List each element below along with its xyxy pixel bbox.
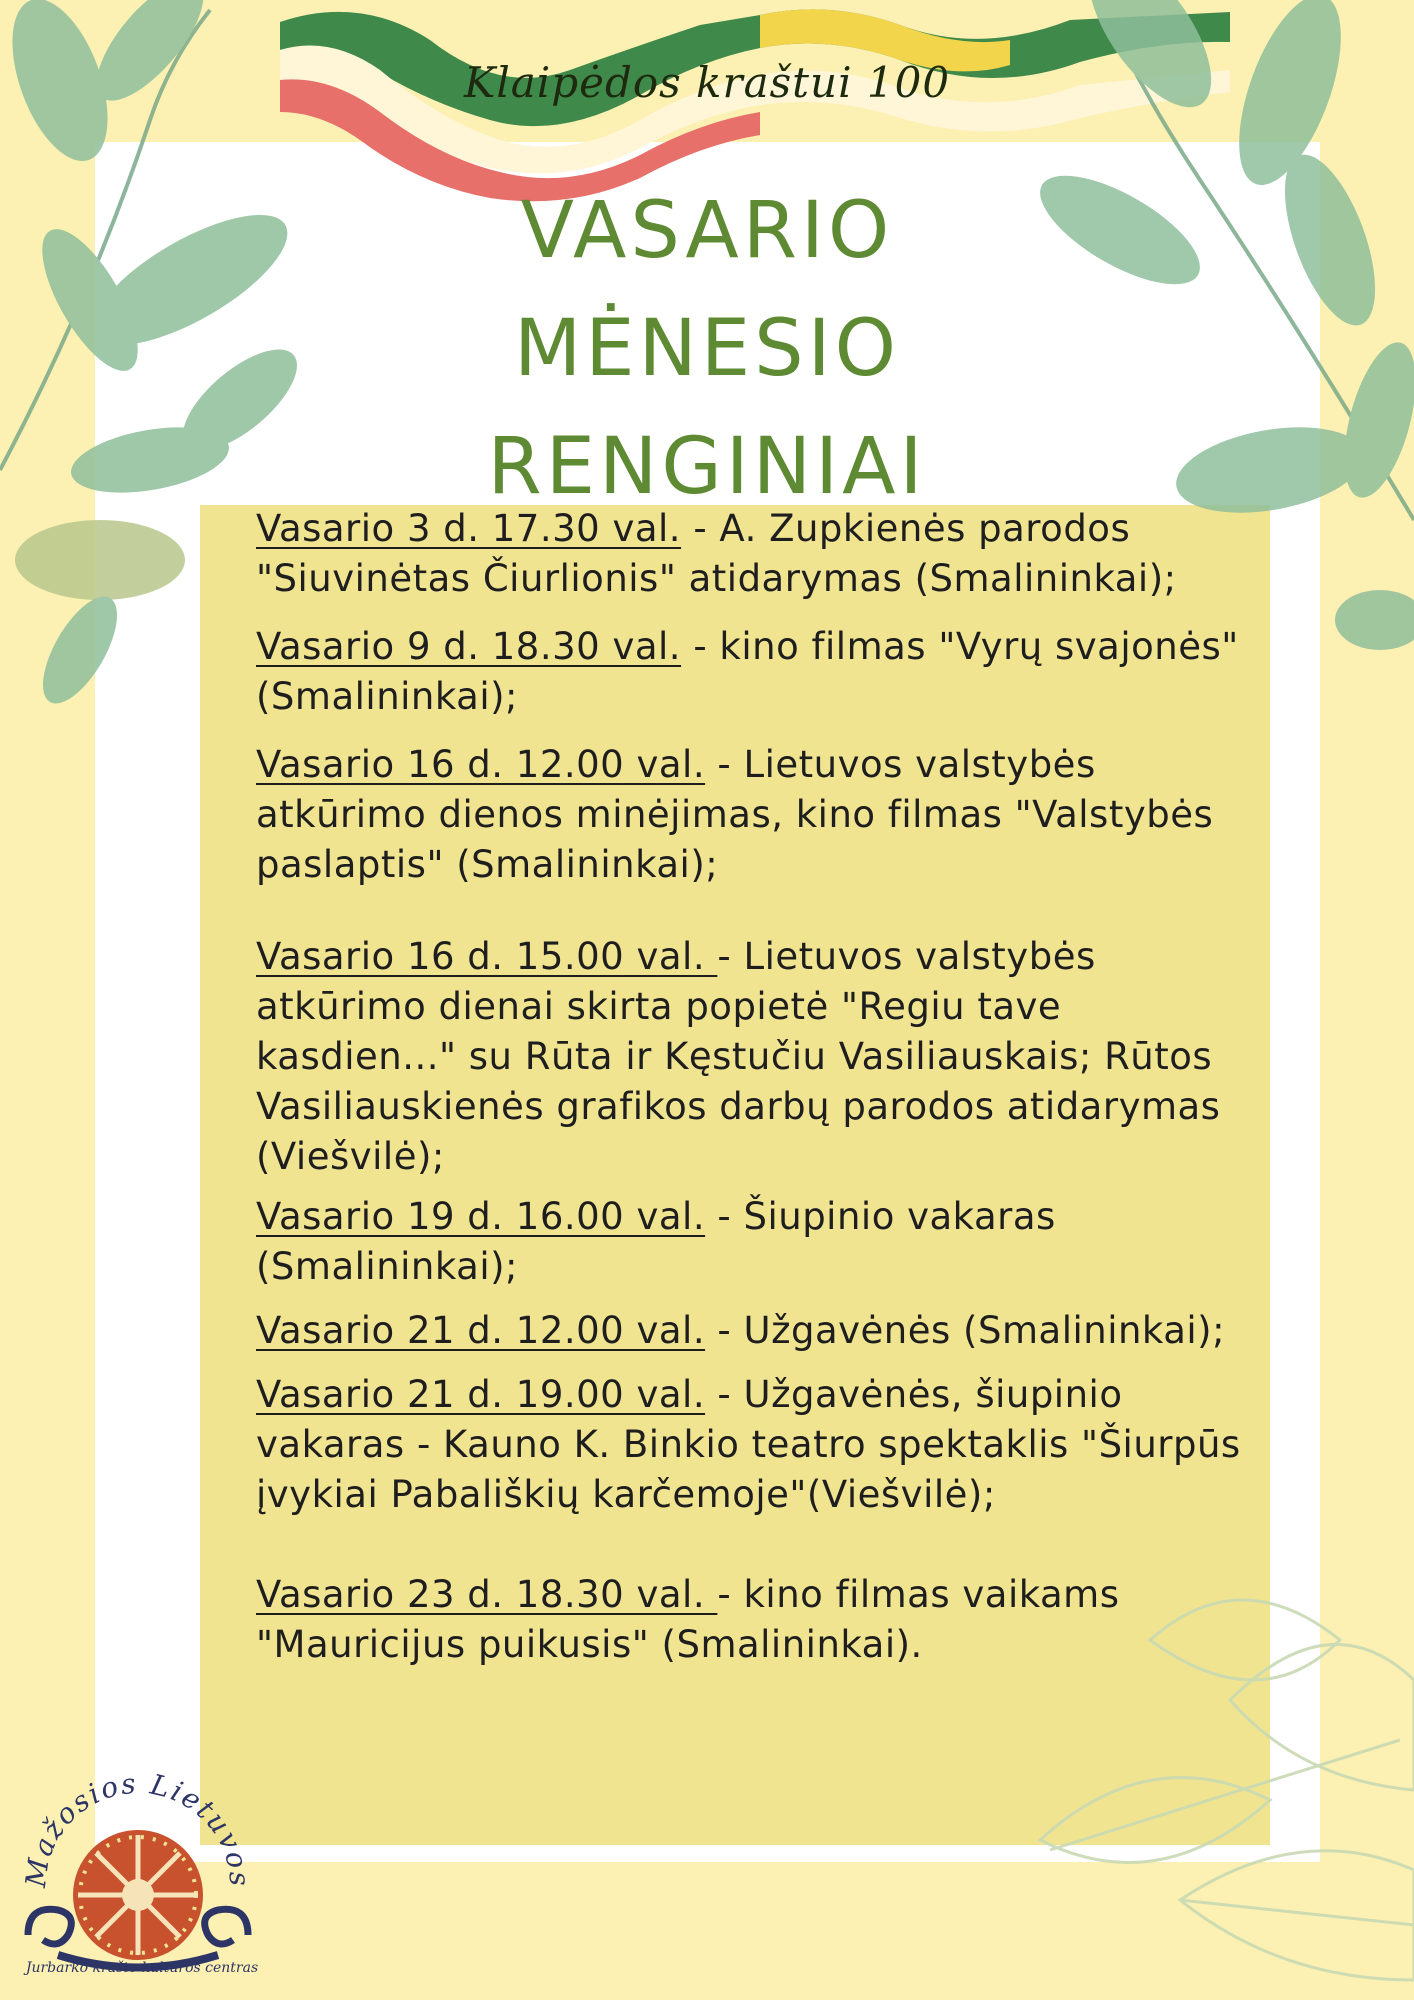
- logo-arc-text: Mažosios Lietuvos: [19, 1766, 257, 1890]
- event-text: - Šiupinio vakaras (Smalininkai);: [256, 1195, 1056, 1288]
- wheel-logo-icon: [28, 1830, 248, 1968]
- title-line: RENGINIAI: [487, 422, 927, 512]
- event-date: Vasario 21 d. 19.00 val.: [256, 1373, 706, 1416]
- event-date: Vasario 21 d. 12.00 val.: [256, 1309, 706, 1352]
- event-date: Vasario 16 d. 12.00 val.: [256, 743, 706, 786]
- event-item: [256, 1570, 1256, 1670]
- event-item: [256, 504, 1256, 604]
- title-line: MĖNESIO: [513, 304, 901, 394]
- event-text: - Lietuvos valstybės atkūrimo dienai skirta popietė "Regiu tave kasdien..." su Rūta ir Kęstučiu Vasiliauskais; Rūtos Vasiliauskienės grafikos darbų parodos atidarymas (Viešvilė);: [256, 935, 1221, 1178]
- logo: [18, 1755, 258, 1985]
- event-text: - kino filmas vaikams "Mauricijus puikusis" (Smalininkai).: [256, 1573, 1120, 1666]
- logo-caption: Jurbarko krašto kultūros centras: [25, 1960, 259, 1976]
- event-item: [256, 932, 1256, 1182]
- event-text: - Lietuvos valstybės atkūrimo dienos minėjimas, kino filmas "Valstybės paslaptis" (Smalininkai);: [256, 743, 1214, 886]
- event-item: [256, 1370, 1256, 1520]
- event-text: - A. Zupkienės parodos "Siuvinėtas Čiurlionis" atidarymas (Smalininkai);: [256, 507, 1177, 600]
- event-date: Vasario 3 d. 17.30 val.: [256, 507, 682, 550]
- title-line: VASARIO: [520, 186, 894, 276]
- page-title: [0, 172, 1414, 526]
- event-item: [256, 740, 1256, 890]
- event-item: [256, 622, 1256, 722]
- event-date: Vasario 9 d. 18.30 val.: [256, 625, 682, 668]
- subtitle: Klaipėdos kraštui 100: [463, 58, 951, 107]
- event-item: [256, 1306, 1256, 1356]
- event-date: Vasario 19 d. 16.00 val.: [256, 1195, 706, 1238]
- event-text: - Užgavėnės, šiupinio vakaras - Kauno K. Binkio teatro spektaklis "Šiurpūs įvykiai Pabališkių karčemoje"(Viešvilė);: [256, 1373, 1241, 1516]
- event-date: Vasario 23 d. 18.30 val.: [256, 1573, 718, 1616]
- event-text: - kino filmas "Vyrų svajonės" (Smalininkai);: [256, 625, 1239, 718]
- events-list: [256, 500, 1256, 1670]
- event-item: [256, 1192, 1256, 1292]
- event-date: Vasario 16 d. 15.00 val.: [256, 935, 718, 978]
- event-text: - Užgavėnės (Smalininkai);: [705, 1309, 1226, 1352]
